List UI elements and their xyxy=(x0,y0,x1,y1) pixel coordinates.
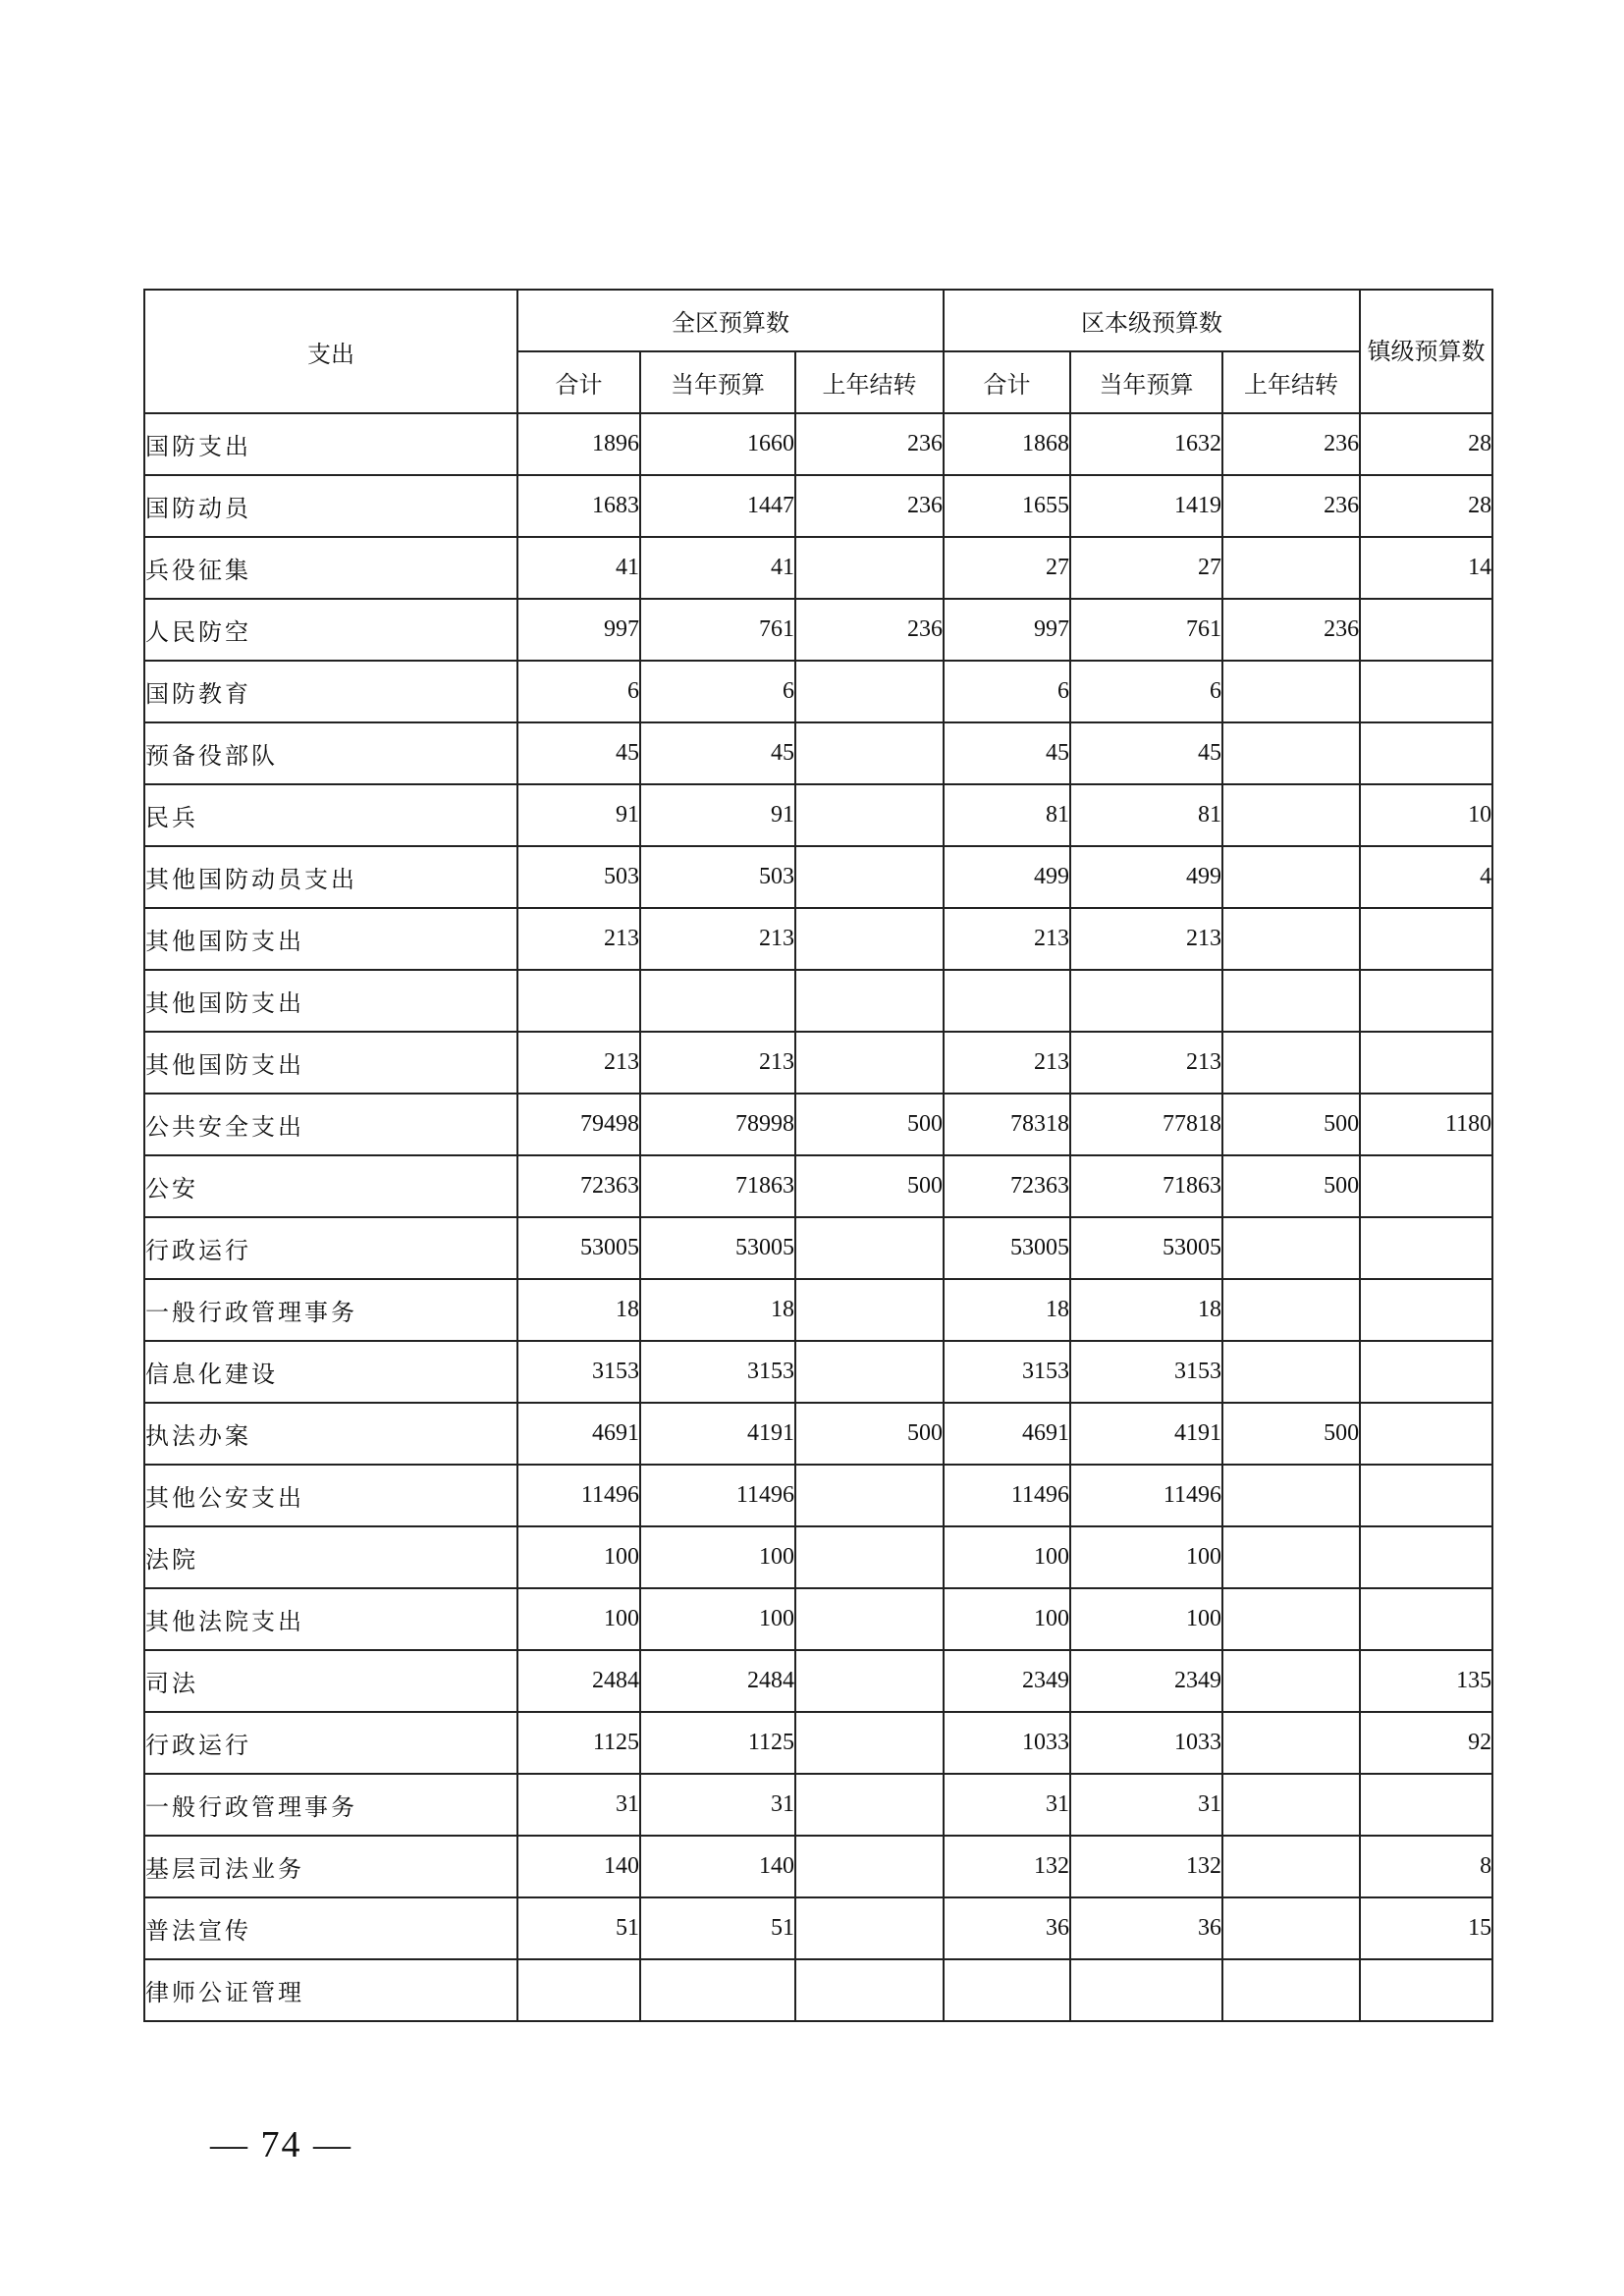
cell-town xyxy=(1360,1217,1492,1279)
cell-district-total: 11496 xyxy=(944,1465,1070,1526)
table-row xyxy=(144,413,1492,475)
cell-all-current: 18 xyxy=(640,1279,795,1341)
cell-district-carry xyxy=(1222,784,1360,846)
cell-all-current: 100 xyxy=(640,1526,795,1588)
cell-all-carry xyxy=(795,1959,944,2021)
cell-all-total: 18 xyxy=(517,1279,640,1341)
cell-all-carry: 500 xyxy=(795,1403,944,1465)
cell-all-total: 53005 xyxy=(517,1217,640,1279)
cell-all-total: 1683 xyxy=(517,475,640,537)
row-label: 人民防空 xyxy=(144,599,517,661)
header-district-carry: 上年结转 xyxy=(1222,351,1360,413)
table-row xyxy=(144,1217,1492,1279)
cell-all-carry xyxy=(795,1341,944,1403)
cell-all-total: 4691 xyxy=(517,1403,640,1465)
cell-district-carry: 236 xyxy=(1222,413,1360,475)
cell-district-carry: 236 xyxy=(1222,475,1360,537)
row-label: 其他公安支出 xyxy=(144,1465,517,1526)
header-all-current: 当年预算 xyxy=(640,351,795,413)
cell-all-carry xyxy=(795,1836,944,1897)
cell-district-total: 100 xyxy=(944,1588,1070,1650)
cell-all-total xyxy=(517,1959,640,2021)
cell-district-current: 18 xyxy=(1070,1279,1222,1341)
cell-all-total: 11496 xyxy=(517,1465,640,1526)
table-row xyxy=(144,1032,1492,1094)
cell-district-total: 213 xyxy=(944,1032,1070,1094)
cell-district-current: 71863 xyxy=(1070,1155,1222,1217)
cell-district-carry xyxy=(1222,1836,1360,1897)
cell-all-carry xyxy=(795,722,944,784)
cell-district-carry xyxy=(1222,908,1360,970)
cell-all-carry: 236 xyxy=(795,475,944,537)
header-row-groups xyxy=(144,290,1492,351)
header-town: 镇级预算数 xyxy=(1360,290,1492,413)
cell-all-current: 51 xyxy=(640,1897,795,1959)
cell-district-current: 1033 xyxy=(1070,1712,1222,1774)
cell-district-carry: 236 xyxy=(1222,599,1360,661)
cell-all-total: 2484 xyxy=(517,1650,640,1712)
cell-all-current: 78998 xyxy=(640,1094,795,1155)
cell-all-carry xyxy=(795,1279,944,1341)
table-row xyxy=(144,1650,1492,1712)
cell-all-carry xyxy=(795,1897,944,1959)
cell-district-carry xyxy=(1222,1712,1360,1774)
cell-all-current: 100 xyxy=(640,1588,795,1650)
header-all-carry: 上年结转 xyxy=(795,351,944,413)
table-row xyxy=(144,1155,1492,1217)
cell-district-total xyxy=(944,1959,1070,2021)
cell-district-total xyxy=(944,970,1070,1032)
header-group-district: 区本级预算数 xyxy=(944,290,1360,351)
cell-all-current: 213 xyxy=(640,1032,795,1094)
cell-district-carry xyxy=(1222,1897,1360,1959)
cell-all-carry xyxy=(795,846,944,908)
cell-all-carry xyxy=(795,1032,944,1094)
table-row xyxy=(144,908,1492,970)
table-row xyxy=(144,1897,1492,1959)
cell-all-carry xyxy=(795,1526,944,1588)
cell-district-total: 18 xyxy=(944,1279,1070,1341)
cell-district-current: 53005 xyxy=(1070,1217,1222,1279)
cell-town xyxy=(1360,1279,1492,1341)
cell-district-carry xyxy=(1222,846,1360,908)
cell-all-total: 91 xyxy=(517,784,640,846)
row-label: 其他国防动员支出 xyxy=(144,846,517,908)
cell-all-total: 31 xyxy=(517,1774,640,1836)
cell-district-total: 3153 xyxy=(944,1341,1070,1403)
table-row xyxy=(144,1774,1492,1836)
table-row xyxy=(144,1588,1492,1650)
cell-town xyxy=(1360,661,1492,722)
cell-all-current: 45 xyxy=(640,722,795,784)
cell-all-current: 11496 xyxy=(640,1465,795,1526)
cell-district-carry: 500 xyxy=(1222,1155,1360,1217)
cell-town xyxy=(1360,599,1492,661)
cell-district-total: 81 xyxy=(944,784,1070,846)
table-body xyxy=(144,413,1492,2021)
cell-district-carry: 500 xyxy=(1222,1403,1360,1465)
cell-town xyxy=(1360,722,1492,784)
cell-district-total: 4691 xyxy=(944,1403,1070,1465)
cell-town xyxy=(1360,970,1492,1032)
cell-district-carry xyxy=(1222,1279,1360,1341)
cell-all-carry xyxy=(795,908,944,970)
cell-all-carry xyxy=(795,1217,944,1279)
row-label: 国防教育 xyxy=(144,661,517,722)
cell-all-current: 213 xyxy=(640,908,795,970)
cell-all-current: 1125 xyxy=(640,1712,795,1774)
cell-all-total: 100 xyxy=(517,1588,640,1650)
cell-district-current xyxy=(1070,1959,1222,2021)
table-row xyxy=(144,1094,1492,1155)
cell-all-total: 503 xyxy=(517,846,640,908)
cell-district-carry xyxy=(1222,1650,1360,1712)
cell-all-total: 1125 xyxy=(517,1712,640,1774)
cell-all-carry xyxy=(795,661,944,722)
table-row xyxy=(144,1279,1492,1341)
cell-district-carry xyxy=(1222,661,1360,722)
header-all-total: 合计 xyxy=(517,351,640,413)
cell-all-current: 53005 xyxy=(640,1217,795,1279)
cell-district-current: 100 xyxy=(1070,1526,1222,1588)
row-label: 公共安全支出 xyxy=(144,1094,517,1155)
row-label: 民兵 xyxy=(144,784,517,846)
cell-town xyxy=(1360,1526,1492,1588)
cell-district-current: 1419 xyxy=(1070,475,1222,537)
cell-district-total: 1033 xyxy=(944,1712,1070,1774)
cell-town xyxy=(1360,1465,1492,1526)
cell-district-total: 1868 xyxy=(944,413,1070,475)
table-row xyxy=(144,661,1492,722)
cell-district-total: 499 xyxy=(944,846,1070,908)
table-row xyxy=(144,599,1492,661)
cell-all-total: 41 xyxy=(517,537,640,599)
row-label: 国防动员 xyxy=(144,475,517,537)
table-row xyxy=(144,1403,1492,1465)
cell-all-current: 41 xyxy=(640,537,795,599)
cell-all-carry: 236 xyxy=(795,413,944,475)
cell-all-total: 6 xyxy=(517,661,640,722)
cell-all-total: 1896 xyxy=(517,413,640,475)
cell-district-carry xyxy=(1222,1465,1360,1526)
cell-all-current: 31 xyxy=(640,1774,795,1836)
header-district-total: 合计 xyxy=(944,351,1070,413)
table-row xyxy=(144,722,1492,784)
cell-all-current: 3153 xyxy=(640,1341,795,1403)
cell-all-total: 213 xyxy=(517,908,640,970)
cell-district-current: 36 xyxy=(1070,1897,1222,1959)
cell-all-total xyxy=(517,970,640,1032)
cell-district-carry xyxy=(1222,1526,1360,1588)
cell-district-current: 4191 xyxy=(1070,1403,1222,1465)
cell-all-total: 79498 xyxy=(517,1094,640,1155)
cell-town: 4 xyxy=(1360,846,1492,908)
cell-all-current xyxy=(640,1959,795,2021)
row-label: 预备役部队 xyxy=(144,722,517,784)
row-label: 公安 xyxy=(144,1155,517,1217)
cell-district-total: 53005 xyxy=(944,1217,1070,1279)
cell-district-total: 1655 xyxy=(944,475,1070,537)
row-label: 司法 xyxy=(144,1650,517,1712)
cell-all-current: 91 xyxy=(640,784,795,846)
cell-town: 28 xyxy=(1360,475,1492,537)
table-row xyxy=(144,1959,1492,2021)
cell-district-total: 27 xyxy=(944,537,1070,599)
cell-town: 8 xyxy=(1360,1836,1492,1897)
header-district-current: 当年预算 xyxy=(1070,351,1222,413)
row-label: 普法宣传 xyxy=(144,1897,517,1959)
cell-town xyxy=(1360,1032,1492,1094)
cell-district-current: 27 xyxy=(1070,537,1222,599)
row-label: 律师公证管理 xyxy=(144,1959,517,2021)
cell-all-current: 2484 xyxy=(640,1650,795,1712)
cell-district-current: 213 xyxy=(1070,1032,1222,1094)
cell-district-total: 132 xyxy=(944,1836,1070,1897)
cell-district-current: 761 xyxy=(1070,599,1222,661)
table-row xyxy=(144,846,1492,908)
cell-district-total: 100 xyxy=(944,1526,1070,1588)
cell-all-carry: 500 xyxy=(795,1155,944,1217)
row-label: 行政运行 xyxy=(144,1217,517,1279)
cell-all-current: 1447 xyxy=(640,475,795,537)
cell-all-current: 761 xyxy=(640,599,795,661)
row-label: 一般行政管理事务 xyxy=(144,1279,517,1341)
cell-district-carry xyxy=(1222,1217,1360,1279)
cell-district-current: 2349 xyxy=(1070,1650,1222,1712)
table-row xyxy=(144,537,1492,599)
cell-all-current xyxy=(640,970,795,1032)
cell-town xyxy=(1360,1959,1492,2021)
page-number: — 74 — xyxy=(210,2124,352,2165)
cell-district-total: 36 xyxy=(944,1897,1070,1959)
cell-district-total: 6 xyxy=(944,661,1070,722)
cell-all-carry xyxy=(795,537,944,599)
row-label: 行政运行 xyxy=(144,1712,517,1774)
cell-district-current: 77818 xyxy=(1070,1094,1222,1155)
cell-district-current: 3153 xyxy=(1070,1341,1222,1403)
cell-town xyxy=(1360,1155,1492,1217)
cell-district-total: 31 xyxy=(944,1774,1070,1836)
cell-district-carry xyxy=(1222,1341,1360,1403)
row-label: 其他国防支出 xyxy=(144,1032,517,1094)
row-label: 其他国防支出 xyxy=(144,908,517,970)
table-row xyxy=(144,475,1492,537)
row-label: 信息化建设 xyxy=(144,1341,517,1403)
cell-town: 135 xyxy=(1360,1650,1492,1712)
table-row xyxy=(144,1526,1492,1588)
cell-district-carry xyxy=(1222,537,1360,599)
cell-all-carry xyxy=(795,1774,944,1836)
cell-district-carry xyxy=(1222,1774,1360,1836)
cell-all-total: 3153 xyxy=(517,1341,640,1403)
cell-all-carry xyxy=(795,1465,944,1526)
cell-town xyxy=(1360,908,1492,970)
cell-town xyxy=(1360,1341,1492,1403)
cell-district-carry xyxy=(1222,1032,1360,1094)
cell-all-total: 45 xyxy=(517,722,640,784)
cell-town: 14 xyxy=(1360,537,1492,599)
cell-all-total: 100 xyxy=(517,1526,640,1588)
cell-town xyxy=(1360,1403,1492,1465)
cell-district-current: 45 xyxy=(1070,722,1222,784)
cell-all-total: 72363 xyxy=(517,1155,640,1217)
cell-all-total: 140 xyxy=(517,1836,640,1897)
cell-district-current: 100 xyxy=(1070,1588,1222,1650)
cell-town: 10 xyxy=(1360,784,1492,846)
table-row xyxy=(144,1836,1492,1897)
row-label: 其他法院支出 xyxy=(144,1588,517,1650)
cell-town: 92 xyxy=(1360,1712,1492,1774)
row-label: 一般行政管理事务 xyxy=(144,1774,517,1836)
cell-district-current: 132 xyxy=(1070,1836,1222,1897)
cell-district-total: 72363 xyxy=(944,1155,1070,1217)
cell-district-carry: 500 xyxy=(1222,1094,1360,1155)
cell-all-current: 503 xyxy=(640,846,795,908)
table-row xyxy=(144,1341,1492,1403)
cell-district-current: 6 xyxy=(1070,661,1222,722)
cell-all-current: 140 xyxy=(640,1836,795,1897)
budget-expenditure-table xyxy=(143,289,1493,2022)
cell-town: 15 xyxy=(1360,1897,1492,1959)
cell-all-carry xyxy=(795,970,944,1032)
cell-district-total: 997 xyxy=(944,599,1070,661)
row-label: 其他国防支出 xyxy=(144,970,517,1032)
cell-all-current: 71863 xyxy=(640,1155,795,1217)
cell-district-carry xyxy=(1222,970,1360,1032)
table-row xyxy=(144,970,1492,1032)
cell-all-carry xyxy=(795,1650,944,1712)
cell-all-current: 6 xyxy=(640,661,795,722)
cell-all-total: 997 xyxy=(517,599,640,661)
cell-all-carry xyxy=(795,1588,944,1650)
row-label: 兵役征集 xyxy=(144,537,517,599)
cell-district-current: 1632 xyxy=(1070,413,1222,475)
table-row xyxy=(144,1712,1492,1774)
cell-town xyxy=(1360,1588,1492,1650)
row-label: 执法办案 xyxy=(144,1403,517,1465)
cell-district-current xyxy=(1070,970,1222,1032)
cell-all-carry xyxy=(795,784,944,846)
cell-all-total: 51 xyxy=(517,1897,640,1959)
cell-district-total: 2349 xyxy=(944,1650,1070,1712)
cell-district-total: 45 xyxy=(944,722,1070,784)
cell-town xyxy=(1360,1774,1492,1836)
cell-district-carry xyxy=(1222,722,1360,784)
cell-district-carry xyxy=(1222,1588,1360,1650)
cell-district-current: 11496 xyxy=(1070,1465,1222,1526)
cell-district-carry xyxy=(1222,1959,1360,2021)
table-row xyxy=(144,1465,1492,1526)
row-label: 国防支出 xyxy=(144,413,517,475)
cell-all-carry: 236 xyxy=(795,599,944,661)
header-category: 支出 xyxy=(144,290,517,413)
cell-all-carry xyxy=(795,1712,944,1774)
cell-district-current: 499 xyxy=(1070,846,1222,908)
cell-all-current: 4191 xyxy=(640,1403,795,1465)
cell-town: 28 xyxy=(1360,413,1492,475)
cell-all-current: 1660 xyxy=(640,413,795,475)
row-label: 基层司法业务 xyxy=(144,1836,517,1897)
cell-all-carry: 500 xyxy=(795,1094,944,1155)
cell-district-total: 78318 xyxy=(944,1094,1070,1155)
cell-all-total: 213 xyxy=(517,1032,640,1094)
header-group-all: 全区预算数 xyxy=(517,290,944,351)
cell-district-current: 31 xyxy=(1070,1774,1222,1836)
table-row xyxy=(144,784,1492,846)
cell-district-total: 213 xyxy=(944,908,1070,970)
cell-district-current: 81 xyxy=(1070,784,1222,846)
cell-town: 1180 xyxy=(1360,1094,1492,1155)
cell-district-current: 213 xyxy=(1070,908,1222,970)
row-label: 法院 xyxy=(144,1526,517,1588)
